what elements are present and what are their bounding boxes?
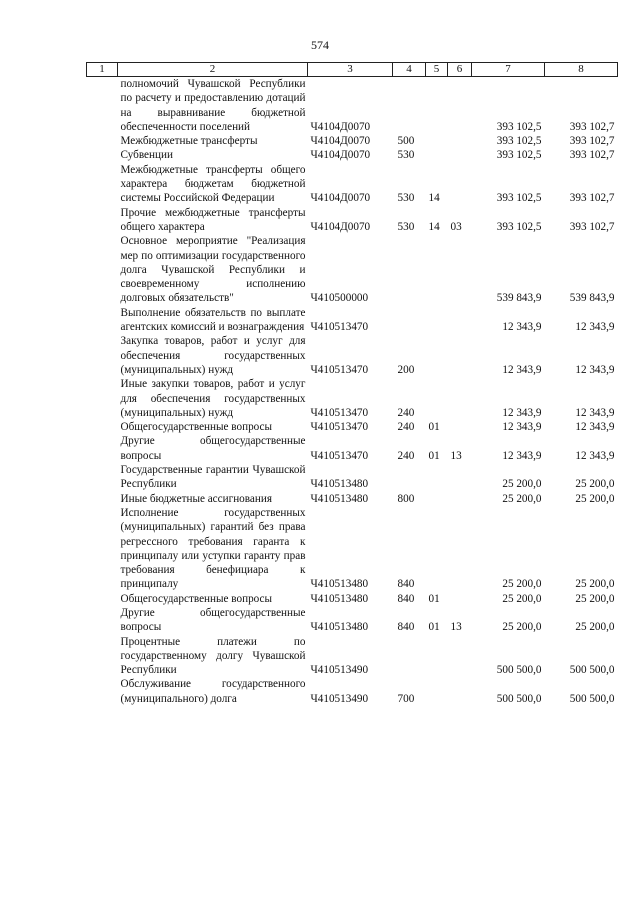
expense-type-cell: 240 — [397, 406, 415, 419]
section-cell — [426, 635, 448, 678]
subsection-cell — [448, 592, 472, 606]
subsection-cell — [448, 334, 472, 377]
target-article-cell: Ч4104Д0070 — [310, 220, 371, 233]
section-cell — [426, 134, 448, 148]
item-name-cell: Межбюджетные трансферты общего характера бюджетам бюджетной системы Российской Федерации — [120, 163, 306, 205]
item-name-cell: Другие общегосударственные вопросы — [120, 606, 306, 634]
subsection-cell — [448, 163, 472, 206]
item-name-cell: Иные бюджетные ассигнования — [120, 492, 272, 505]
amount-cell: 393 102,5 — [496, 135, 542, 148]
expense-type-cell: 240 — [397, 449, 415, 462]
item-name-cell: Иные закупки товаров, работ и услуг для обеспечения государственных (муниципальных) нужд — [120, 378, 306, 419]
target-article-cell: Ч410513480 — [310, 621, 369, 634]
row-number-cell — [87, 163, 118, 206]
amount-cell: 12 343,9 — [575, 363, 615, 376]
table-row — [87, 77, 618, 135]
section-cell — [426, 334, 448, 377]
row-number-cell — [87, 506, 118, 592]
row-number-cell — [87, 377, 118, 420]
subsection-cell — [448, 492, 472, 506]
amount-cell: 12 343,9 — [502, 363, 542, 376]
subsection-cell — [448, 420, 472, 434]
expense-type-cell — [393, 77, 426, 135]
expense-type-cell: 240 — [397, 421, 415, 434]
amount-cell: 393 102,7 — [569, 120, 615, 133]
item-name-cell: Выполнение обязательств по выплате агентских комиссий и вознаграждения — [120, 306, 306, 334]
expense-type-cell: 840 — [397, 621, 415, 634]
amount-cell: 393 102,7 — [569, 149, 615, 162]
target-article-cell: Ч410500000 — [310, 292, 369, 305]
column-header: 6 — [448, 63, 472, 77]
target-article-cell: Ч410513470 — [310, 363, 369, 376]
amount-cell: 539 843,9 — [496, 292, 542, 305]
amount-cell: 12 343,9 — [502, 421, 542, 434]
row-number-cell — [87, 606, 118, 635]
item-name-cell: Межбюджетные трансферты — [120, 135, 258, 148]
target-article-cell: Ч410513470 — [310, 421, 369, 434]
row-number-cell — [87, 420, 118, 434]
subsection-cell — [448, 77, 472, 135]
section-cell: 14 — [428, 220, 440, 233]
amount-cell: 12 343,9 — [502, 321, 542, 334]
row-number-cell — [87, 635, 118, 678]
budget-table — [86, 62, 618, 706]
target-article-cell: Ч4104Д0070 — [310, 120, 371, 133]
expense-type-cell: 530 — [397, 192, 415, 205]
target-article-cell: Ч410513480 — [310, 478, 369, 491]
amount-cell: 500 500,0 — [496, 692, 542, 705]
amount-cell: 12 343,9 — [575, 449, 615, 462]
expense-type-cell — [393, 234, 426, 305]
expense-type-cell — [393, 635, 426, 678]
expense-type-cell: 530 — [397, 220, 415, 233]
amount-cell: 393 102,5 — [496, 149, 542, 162]
item-name-cell: Общегосударственные вопросы — [120, 421, 273, 434]
table-row — [87, 334, 618, 377]
row-number-cell — [87, 677, 118, 706]
section-cell — [426, 492, 448, 506]
row-number-cell — [87, 206, 118, 235]
subsection-cell — [448, 377, 472, 420]
amount-cell: 393 102,7 — [569, 192, 615, 205]
section-cell: 14 — [428, 192, 440, 205]
target-article-cell: Ч410513490 — [310, 692, 369, 705]
table-row — [87, 163, 618, 206]
amount-cell: 25 200,0 — [502, 621, 542, 634]
row-number-cell — [87, 463, 118, 492]
item-name-cell: Государственные гарантии Чувашской Республики — [120, 464, 306, 491]
table-row — [87, 635, 618, 678]
subsection-cell — [448, 677, 472, 706]
table-row — [87, 306, 618, 335]
target-article-cell: Ч4104Д0070 — [310, 135, 371, 148]
amount-cell: 500 500,0 — [569, 692, 615, 705]
section-cell — [426, 148, 448, 162]
item-name-cell: Прочие межбюджетные трансферты общего характера — [120, 206, 306, 233]
item-name-cell: Общегосударственные вопросы — [120, 592, 273, 605]
amount-cell: 12 343,9 — [575, 421, 615, 434]
section-cell — [426, 677, 448, 706]
amount-cell: 25 200,0 — [575, 578, 615, 591]
expense-type-cell: 500 — [397, 135, 415, 148]
column-header: 5 — [426, 63, 448, 77]
column-header: 7 — [472, 63, 545, 77]
subsection-cell — [448, 306, 472, 335]
table-row — [87, 377, 618, 420]
table-row — [87, 234, 618, 305]
table-row — [87, 506, 618, 592]
section-cell: 01 — [428, 621, 440, 634]
header-row — [87, 63, 618, 77]
expense-type-cell: 800 — [397, 492, 415, 505]
amount-cell: 500 500,0 — [496, 664, 542, 677]
item-name-cell: Процентные платежи по государственному долгу Чувашской Республики — [120, 635, 306, 677]
subsection-cell — [448, 148, 472, 162]
row-number-cell — [87, 148, 118, 162]
amount-cell: 25 200,0 — [575, 492, 615, 505]
section-cell: 01 — [428, 592, 440, 605]
expense-type-cell — [393, 463, 426, 492]
target-article-cell: Ч410513470 — [310, 321, 369, 334]
amount-cell: 25 200,0 — [575, 478, 615, 491]
item-name-cell: Другие общегосударственные вопросы — [120, 435, 306, 462]
item-name-cell: Субвенции — [120, 149, 173, 162]
table-row — [87, 592, 618, 606]
amount-cell: 25 200,0 — [575, 621, 615, 634]
amount-cell: 539 843,9 — [569, 292, 615, 305]
row-number-cell — [87, 77, 118, 135]
section-cell — [426, 77, 448, 135]
table-row — [87, 420, 618, 434]
subsection-cell — [448, 463, 472, 492]
page-number: 574 — [311, 38, 329, 52]
row-number-cell — [87, 492, 118, 506]
target-article-cell: Ч410513470 — [310, 449, 369, 462]
subsection-cell: 03 — [450, 220, 462, 233]
amount-cell: 393 102,7 — [569, 135, 615, 148]
subsection-cell — [448, 635, 472, 678]
target-article-cell: Ч410513480 — [310, 592, 369, 605]
subsection-cell — [448, 234, 472, 305]
section-cell: 01 — [428, 421, 440, 434]
row-number-cell — [87, 592, 118, 606]
item-name-cell: Исполнение государственных (муниципальных) гарантий без права регрессного требования гаранта к принципалу или уступки гаранту прав требования бенефициара к принципалу — [120, 506, 306, 591]
target-article-cell: Ч410513470 — [310, 406, 369, 419]
expense-type-cell: 840 — [397, 592, 415, 605]
amount-cell: 393 102,7 — [569, 220, 615, 233]
column-header: 8 — [545, 63, 618, 77]
amount-cell: 393 102,5 — [496, 192, 542, 205]
target-article-cell: Ч4104Д0070 — [310, 149, 371, 162]
expense-type-cell: 840 — [397, 578, 415, 591]
table-row — [87, 206, 618, 235]
table-row — [87, 434, 618, 463]
amount-cell: 25 200,0 — [502, 592, 542, 605]
subsection-cell: 13 — [450, 621, 462, 634]
item-name-cell: Закупка товаров, работ и услуг для обеспечения государственных (муниципальных) нужд — [120, 335, 306, 376]
subsection-cell — [448, 506, 472, 592]
amount-cell: 12 343,9 — [575, 321, 615, 334]
target-article-cell: Ч4104Д0070 — [310, 192, 371, 205]
row-number-cell — [87, 234, 118, 305]
section-cell — [426, 234, 448, 305]
expense-type-cell — [393, 306, 426, 335]
section-cell — [426, 306, 448, 335]
section-cell: 01 — [428, 449, 440, 462]
target-article-cell: Ч410513480 — [310, 578, 369, 591]
table-header — [87, 63, 618, 77]
amount-cell: 25 200,0 — [575, 592, 615, 605]
amount-cell: 25 200,0 — [502, 478, 542, 491]
table-row — [87, 134, 618, 148]
item-name-cell: Основное мероприятие "Реализация мер по оптимизации государственного долга Чувашской Республики и своевременному исполнению долговых обязательств" — [120, 235, 306, 305]
subsection-cell: 13 — [450, 449, 462, 462]
subsection-cell — [448, 134, 472, 148]
section-cell — [426, 506, 448, 592]
column-header: 2 — [118, 63, 308, 77]
amount-cell: 25 200,0 — [502, 578, 542, 591]
amount-cell: 12 343,9 — [575, 406, 615, 419]
table-row — [87, 677, 618, 706]
column-header: 3 — [308, 63, 393, 77]
item-name-cell: Обслуживание государственного (муниципального) долга — [120, 678, 306, 705]
amount-cell: 25 200,0 — [502, 492, 542, 505]
section-cell — [426, 377, 448, 420]
table-row — [87, 463, 618, 492]
row-number-cell — [87, 334, 118, 377]
table-row — [87, 606, 618, 635]
target-article-cell: Ч410513480 — [310, 492, 369, 505]
amount-cell: 393 102,5 — [496, 220, 542, 233]
target-article-cell: Ч410513490 — [310, 664, 369, 677]
table-row — [87, 492, 618, 506]
amount-cell: 12 343,9 — [502, 449, 542, 462]
row-number-cell — [87, 134, 118, 148]
item-name-cell: полномочий Чувашской Республики по расчету и предоставлению дотаций на выравнивание бюджетной обеспеченности поселений — [120, 78, 306, 133]
expense-type-cell: 200 — [397, 363, 415, 376]
row-number-cell — [87, 306, 118, 335]
column-header: 1 — [87, 63, 118, 77]
column-header: 4 — [393, 63, 426, 77]
amount-cell: 12 343,9 — [502, 406, 542, 419]
section-cell — [426, 463, 448, 492]
table-row — [87, 148, 618, 162]
amount-cell: 500 500,0 — [569, 664, 615, 677]
row-number-cell — [87, 434, 118, 463]
amount-cell: 393 102,5 — [496, 120, 542, 133]
table-body — [87, 77, 618, 707]
expense-type-cell: 700 — [397, 692, 415, 705]
expense-type-cell: 530 — [397, 149, 415, 162]
